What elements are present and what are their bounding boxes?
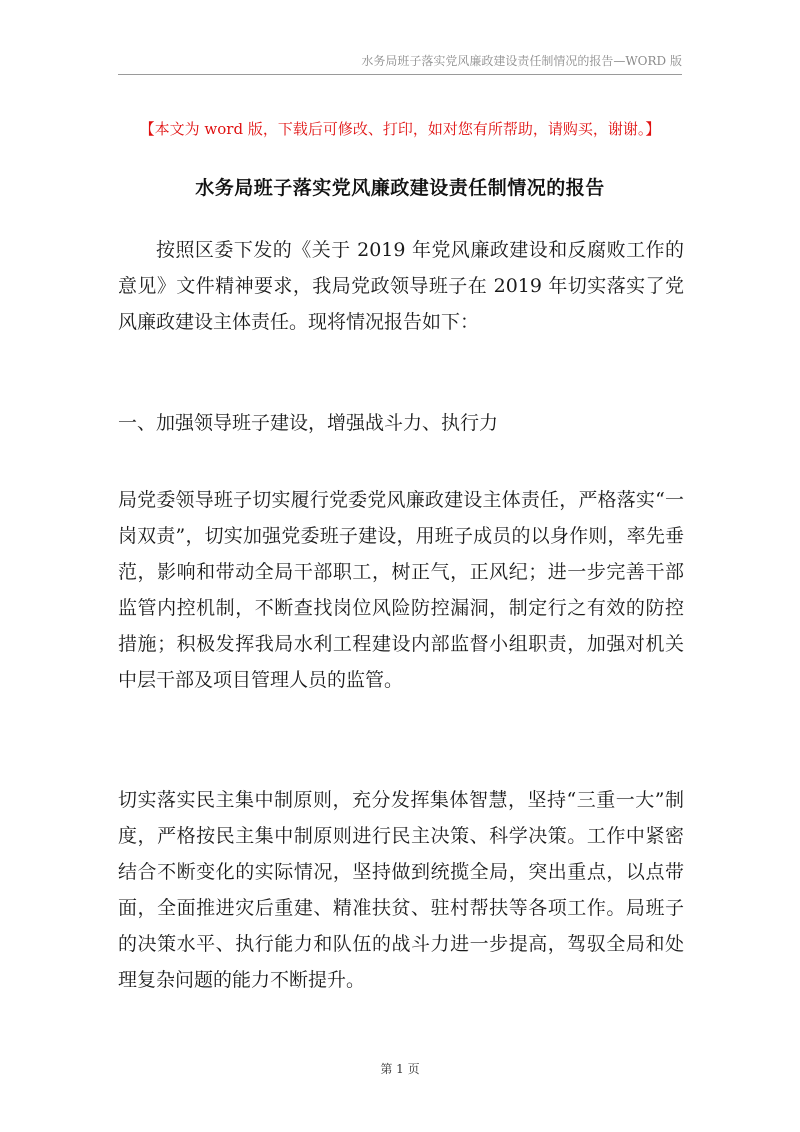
document-title: 水务局班子落实党风廉政建设责任制情况的报告 <box>195 177 605 199</box>
running-header: 水务局班子落实党风廉政建设责任制情况的报告—WORD 版 <box>361 54 682 68</box>
header-divider <box>118 74 682 75</box>
body-paragraph-1: 局党委领导班子切实履行党委党风廉政建设主体责任，严格落实“一岗双责”，切实加强党委班子建设，用班子成员的以身作则，率先垂范，影响和带动全局干部职工，树正气，正风纪；进一步完善干部监管内控机制，不断查找岗位风险防控漏洞，制定行之有效的防控措施；积极发挥我局水利工程建设内部监督小组职责，加强对机关中层干部及项目管理人员的监管。 <box>118 489 684 691</box>
page-number: 第 1 页 <box>380 1062 420 1076</box>
download-notice: 【本文为 word 版，下载后可修改、打印，如对您有所帮助，请购买，谢谢。】 <box>139 120 661 138</box>
section-heading: 一、加强领导班子建设，增强战斗力、执行力 <box>118 412 499 434</box>
intro-paragraph: 按照区委下发的《关于 2019 年党风廉政建设和反腐败工作的意见》文件精神要求，我局党政领导班子在 2019 年切实落实了党风廉政建设主体责任。现将情况报告如下： <box>118 239 684 333</box>
body-paragraph-2: 切实落实民主集中制原则，充分发挥集体智慧，坚持“三重一大”制度，严格按民主集中制原则进行民主决策、科学决策。工作中紧密结合不断变化的实际情况，坚持做到统揽全局，突出重点，以点带面，全面推进灾后重建、精准扶贫、驻村帮扶等各项工作。局班子的决策水平、执行能力和队伍的战斗力进一步提高，驾驭全局和处理复杂问题的能力不断提升。 <box>118 789 684 991</box>
